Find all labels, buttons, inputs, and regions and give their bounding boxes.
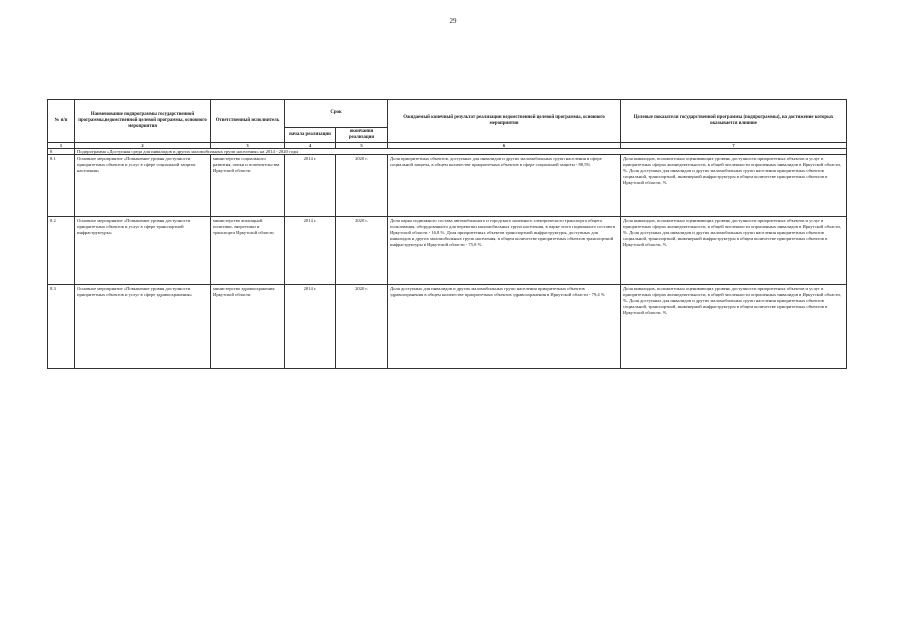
header-term: Срок <box>285 100 388 128</box>
column-number: 3 <box>211 143 285 149</box>
row-name: Основное мероприятие «Повышение уровня доступности приоритетных объектов и услуг в сфере социальной защиты населения» <box>75 155 211 217</box>
column-number: 4 <box>285 143 336 149</box>
row-start: 2014 г. <box>285 155 336 217</box>
row-end: 2020 г. <box>336 217 388 285</box>
row-executor: министерство здравоохранения Иркутской области <box>211 285 285 369</box>
column-number: 1 <box>48 143 75 149</box>
row-executor: министерство социального развития, опеки и попечительства Иркутской области <box>211 155 285 217</box>
row-start: 2014 г. <box>285 217 336 285</box>
row-executor: министерство жилищной политики, энергетики и транспорта Иркутской области <box>211 217 285 285</box>
column-number: 6 <box>388 143 621 149</box>
header-result: Ожидаемый конечный результат реализации ведомственной целевой программы, основного мероприятия <box>388 100 621 143</box>
column-number: 2 <box>75 143 211 149</box>
row-end: 2020 г. <box>336 155 388 217</box>
row-result: Доля доступных для инвалидов и других маломобильных групп населения приоритетных объектов здравоохранения в общем количестве приоритетных объектов здравоохранения в Иркутской области - 79,4 % <box>388 285 621 369</box>
row-result: Доля приоритетных объектов, доступных для инвалидов и других маломобильных групп населения в сфере социальной защиты, в общем количестве приоритетных объектов в сфере социальной защиты - 88,5% <box>388 155 621 217</box>
row-num: 8.2 <box>48 217 75 285</box>
table-row <box>48 217 847 285</box>
page-number: 29 <box>449 17 457 25</box>
subprogram-title: Подпрограмма «Доступная среда для инвалидов и других маломобильных групп населения» на 2014 - 2020 годы <box>75 149 847 155</box>
column-number: 5 <box>336 143 388 149</box>
header-num: № п/п <box>48 100 75 143</box>
program-table <box>47 99 847 369</box>
row-name: Основное мероприятие «Повышение уровня доступности приоритетных объектов и услуг в сфере здравоохранения» <box>75 285 211 369</box>
row-start: 2014 г. <box>285 285 336 369</box>
header-term-end: окончания реализации <box>336 128 388 143</box>
header-indicators: Целевые показатели государственной программы (подпрограммы), на достижение которых оказывается влияние <box>621 100 847 143</box>
subprogram-code: 8 <box>48 149 75 155</box>
row-name: Основное мероприятие «Повышение уровня доступности приоритетных объектов и услуг в сфере транспортной инфраструктуры» <box>75 217 211 285</box>
column-number: 7 <box>621 143 847 149</box>
header-term-start: начала реализации <box>285 128 336 143</box>
header-row <box>48 100 847 128</box>
row-num: 8.1 <box>48 155 75 217</box>
row-indicators: Доля инвалидов, положительно оценивающих уровень доступности приоритетных объектов и услуг в приоритетных сферах жизнедеятельности, в общей численности опрошенных инвалидов в Иркутской области, %. Доля доступных для инвалидов и других маломобильных групп населения приоритетных объектов социальной, транспортной, инженерной инфраструктуры в общем количестве приоритетных объектов в Иркутской области, % <box>621 155 847 217</box>
header-executor: Ответственный исполнитель <box>211 100 285 143</box>
row-result: Доля парка подвижного состава автомобильного и городского наземного электрического транспорта общего пользования, оборудованного для перевозки маломобильных групп населения, в парке этого подвижного состава в Иркутской области - 16,8 %. Доля приоритетных объектов транспортной инфраструктуры, доступных для инвалидов и других маломобильных групп населения, в общем количестве приоритетных объектов транспортной инфраструктуры в Иркутской области - 75,8 % <box>388 217 621 285</box>
row-num: 8.3 <box>48 285 75 369</box>
row-indicators: Доля инвалидов, положительно оценивающих уровень доступности приоритетных объектов и услуг в приоритетных сферах жизнедеятельности, в общей численности опрошенных инвалидов в Иркутской области, %. Доля доступных для инвалидов и других маломобильных групп населения приоритетных объектов социальной, транспортной, инженерной инфраструктуры в общем количестве приоритетных объектов в Иркутской области, % <box>621 217 847 285</box>
header-name: Наименование подпрограммы государственной программы,ведомственной целевой программы, основного мероприятия <box>75 100 211 143</box>
row-end: 2020 г. <box>336 285 388 369</box>
table-row <box>48 285 847 369</box>
row-indicators: Доля инвалидов, положительно оценивающих уровень доступности приоритетных объектов и услуг в приоритетных сферах жизнедеятельности, в общей численности опрошенных инвалидов в Иркутской области, %. Доля доступных для инвалидов и других маломобильных групп населения приоритетных объектов социальной, транспортной, инженерной инфраструктуры в общем количестве приоритетных объектов в Иркутской области, % <box>621 285 847 369</box>
table-row <box>48 155 847 217</box>
